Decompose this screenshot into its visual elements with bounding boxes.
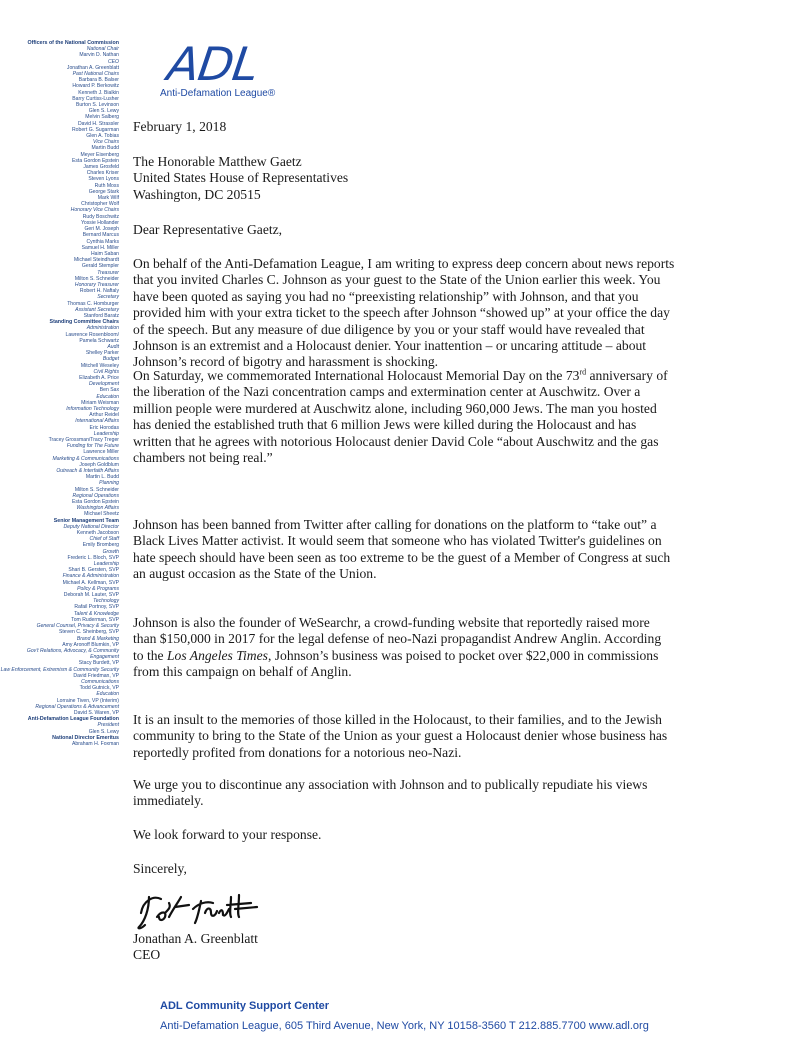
sidebar-role: Law Enforcement, Extremism & Community Security — [0, 666, 119, 673]
sidebar-heading: Officers of the National Commission — [27, 40, 119, 46]
sidebar-role: International Affairs — [75, 418, 119, 425]
text-line: that you invited Charles C. Johnson as your guest to the State of the Union earlier this week. You — [133, 272, 661, 288]
sidebar-role: General Counsel, Privacy & Security — [36, 623, 119, 630]
closing: Sincerely, — [133, 861, 187, 876]
sidebar-role: Chief of Staff — [89, 536, 119, 543]
text-line: Black Lives Matter activist. It would seem that someone who has violated Twitter's guidelines on — [133, 533, 662, 549]
text-line: Johnson’s record of bigotry and harassment is shocking. — [133, 354, 439, 370]
paragraph-5 — [133, 712, 783, 761]
sidebar-person-name: Stanford Baratz — [83, 312, 119, 319]
sidebar-person-name: Cynthia Marks — [86, 238, 119, 245]
sidebar-person-name: Shelley Parker — [85, 350, 119, 357]
sidebar-person-name: Shari B. Gersten, SVP — [68, 567, 119, 574]
letterhead-footer — [160, 1000, 649, 1032]
adl-logo — [160, 37, 300, 106]
sidebar-person-name: Esta Gordon Epstein — [71, 157, 119, 164]
sidebar-person-name: Howard P. Berkowitz — [72, 83, 119, 90]
sidebar-person-name: Esta Gordon Epstein — [71, 499, 119, 506]
publication-title: Los Angeles Times — [166, 647, 268, 663]
sidebar-person-name: Robert H. Naftaly — [79, 288, 119, 295]
sidebar-person-name: Elizabeth A. Price — [79, 374, 119, 381]
salutation: Dear Representative Gaetz, — [133, 222, 283, 237]
paragraph-7: We look forward to your response. — [133, 827, 322, 842]
sidebar-person-name: Kenneth Jacobson — [76, 530, 119, 537]
sidebar-person-name: Lawrence Miller — [83, 449, 119, 456]
sidebar-role: Regional Operations — [72, 492, 119, 499]
sidebar-person-name: Ruth Moss — [94, 182, 119, 189]
text-line: written that he agrees with notorious Holocaust denier David Cole “about Auschwitz and the gas — [133, 433, 659, 449]
text-line: Johnson is also the founder of WeSearchr, a crowd-funding website that reportedly raised more — [133, 615, 650, 630]
sidebar-role: Marketing & Communications — [52, 455, 119, 462]
recipient-address — [133, 154, 348, 203]
text-line: community to bring to the State of the Union as your guest a Holocaust denier whose business has — [133, 728, 668, 744]
paragraph-3 — [133, 517, 783, 583]
sidebar-person-name: Steven C. Sheinberg, SVP — [58, 629, 119, 636]
text-line: On behalf of the Anti-Defamation League, I am writing to express deep concern about news reports — [133, 256, 675, 271]
sidebar-role: Gov't Relations, Advocacy, & Community Engagement — [26, 647, 119, 661]
sidebar-leadership-list — [0, 40, 119, 747]
sidebar-person-name: Mitchell Weseley — [80, 362, 119, 369]
letter-date: February 1, 2018 — [133, 119, 227, 134]
paragraph-4 — [133, 615, 783, 681]
text-line: have been quoted as saying you had no “preexisting relationship” with Johnson, and that you — [133, 288, 639, 304]
sidebar-person-name: Frederic L. Bloch, SVP — [67, 554, 119, 561]
sidebar-person-name: Meyer Eisenberg — [80, 151, 119, 158]
text-line: has denied the established truth that 6 million Jews were killed during the Holocaust and has — [133, 417, 637, 433]
sidebar-heading: Anti-Defamation League Foundation — [27, 716, 119, 723]
sidebar-heading: National Director Emeritus — [52, 734, 119, 741]
sidebar-person-name: Lorraine Tiven, VP (Interim) — [56, 697, 119, 704]
sidebar-role: Growth — [102, 548, 119, 555]
sidebar-person-name: Lawrence Rosenbloom/ — [65, 331, 119, 338]
sidebar-section-officers — [0, 40, 119, 319]
sidebar-role: Vice Chairs — [93, 139, 119, 146]
sidebar-person-name: Michael A. Kellman, SVP — [62, 579, 119, 586]
sidebar-person-name: Kenneth J. Bialkin — [78, 89, 119, 96]
sidebar-role: Honorary Treasurer — [74, 281, 119, 288]
sidebar-role: Assistant Secretary — [75, 306, 119, 313]
sidebar-person-name: Bernard Marcus — [82, 232, 119, 239]
sidebar-role: Treasurer — [97, 269, 119, 276]
text-line: chambers not being real.” — [133, 450, 273, 466]
sidebar-role: Leadership — [93, 430, 119, 437]
sidebar-person-name: Robert G. Sugarman — [72, 126, 119, 133]
text-line: Johnson is an extremist and a Holocaust denier. Your inattention – or uncaring attitude – about — [133, 338, 647, 354]
sidebar-section-emeritus — [0, 735, 119, 747]
sidebar-person-name: Todd Gutnick, VP — [79, 685, 119, 692]
paragraph-6 — [133, 777, 783, 810]
sidebar-role: Regional Operations & Advancement — [35, 703, 119, 710]
text-span: to the — [133, 647, 167, 663]
sidebar-person-name: Ben Sax — [99, 387, 119, 394]
sidebar-person-name: Haim Saban — [90, 250, 119, 257]
text-span: , Johnson’s business was poised to pocket over $22,000 in commissions — [267, 647, 659, 663]
signer-name: Jonathan A. Greenblatt — [133, 931, 258, 946]
sidebar-role: Talent & Knowledge — [73, 610, 119, 617]
text-line — [133, 368, 783, 384]
sidebar-person-name: Jonathan A. Greenblatt — [66, 64, 119, 71]
recipient-line: United States House of Representatives — [133, 170, 349, 186]
sidebar-person-name: Abraham H. Foxman — [72, 740, 119, 747]
sidebar-role: Leadership — [93, 561, 119, 568]
sidebar-person-name: Arthur Reidel — [89, 412, 119, 419]
sidebar-heading: Senior Management Team — [53, 517, 119, 524]
sidebar-role: Technology — [93, 598, 119, 605]
text-line: of the speech. But any measure of due diligence by you or your staff would have revealed that — [133, 321, 645, 337]
sidebar-person-name: Glen S. Lewy — [88, 108, 119, 115]
text-line: immediately. — [133, 793, 204, 809]
sidebar-role: Deputy National Director — [63, 523, 119, 530]
sidebar-person-name: Amy Aronoff Blumkin, VP — [62, 641, 119, 648]
sidebar-person-name: Glen A. Tobias — [86, 133, 119, 140]
text-line: It is an insult to the memories of those killed in the Holocaust, to their families, and to the Jewish — [133, 712, 662, 727]
sidebar-person-name: David H. Strassler — [77, 120, 119, 127]
handwritten-signature — [135, 883, 275, 933]
paragraph-2 — [133, 368, 783, 466]
recipient-line: The Honorable Matthew Gaetz — [133, 154, 302, 169]
sidebar-role: Administration — [86, 325, 119, 332]
footer-title: ADL Community Support Center — [160, 1000, 330, 1012]
sidebar-person-name: Emily Bromberg — [82, 542, 119, 549]
sidebar-role: Brand & Marketing — [76, 635, 119, 642]
sidebar-person-name: Michael Sheetz — [84, 511, 119, 518]
text-line: Johnson has been banned from Twitter after calling for donations on the platform to “take out” a — [133, 517, 657, 532]
sidebar-person-name: Tracey Grossman/Tracy Treger — [48, 437, 119, 443]
sidebar-person-name: Tom Ruderman, SVP — [71, 616, 119, 623]
text-line — [133, 648, 783, 664]
sidebar-role: Education — [96, 691, 119, 698]
sidebar-person-name: Miriam Weisman — [81, 399, 119, 406]
text-line: an august occasion as the State of the Union. — [133, 566, 377, 582]
signer-block — [133, 931, 258, 964]
footer-address: Anti-Defamation League, 605 Third Avenue, New York, NY 10158-3560 T 212.885.7700 www.adl.org — [160, 1020, 649, 1032]
sidebar-role: Honorary Vice Chairs — [70, 207, 119, 214]
sidebar-section-committee — [0, 319, 119, 518]
sidebar-person-name: Michael Steindhardt — [73, 257, 119, 264]
sidebar-person-name: Rafail Portnoy, SVP — [74, 604, 119, 611]
sidebar-person-name: Milton S. Schneider — [74, 275, 119, 282]
signer-title: CEO — [133, 947, 161, 963]
recipient-line: Washington, DC 20515 — [133, 186, 261, 202]
sidebar-role: CEO — [107, 58, 119, 65]
sidebar-role: Information Technology — [66, 405, 119, 412]
sidebar-role: National Chair — [86, 46, 119, 53]
sidebar-person-name: Deborah M. Lauter, SVP — [63, 592, 119, 599]
sidebar-role: Development — [88, 381, 119, 388]
paragraph-1 — [133, 256, 783, 371]
sidebar-role: Education — [96, 393, 119, 400]
sidebar-person-name: Rudy Boschwitz — [82, 213, 119, 220]
logo-mark: ADL — [164, 37, 262, 91]
sidebar-person-name: James Grosfeld — [83, 164, 119, 171]
text-line: the liberation of the Nazi concentration camps and extermination center at Auschwitz. Over a — [133, 384, 641, 400]
sidebar-person-name: Joseph Goldblum — [79, 461, 119, 468]
sidebar-person-name: David Friedman, VP — [73, 672, 119, 679]
sidebar-person-name: Steven Lyons — [88, 176, 119, 183]
sidebar-person-name: Glen S. Lewy — [88, 728, 119, 735]
text-line: hate speech should have been seen as too extreme to be the guest of a Member of Congress at such — [133, 549, 671, 565]
text-line: from this campaign on behalf of Anglin. — [133, 664, 352, 680]
sidebar-role: Secretary — [97, 294, 119, 301]
text-span: anniversary of — [586, 368, 668, 383]
sidebar-person-name: Marvin D. Nathan — [79, 52, 119, 59]
logo-subtitle: Anti-Defamation League® — [160, 88, 276, 99]
sidebar-section-foundation — [0, 716, 119, 735]
sidebar-role: Audit — [107, 343, 119, 350]
sidebar-person-name: Milton S. Schneider — [74, 486, 119, 493]
sidebar-role: Budget — [102, 356, 119, 363]
sidebar-person-name: Melvin Salberg — [85, 114, 119, 121]
sidebar-person-name: Martin L. Budd — [85, 474, 119, 481]
sidebar-role: Washington Affairs — [76, 505, 119, 512]
text-line: We urge you to discontinue any association with Johnson and to publically repudiate his views — [133, 777, 648, 792]
sidebar-role: President — [97, 722, 119, 729]
sidebar-role: Finance & Administration — [62, 573, 119, 580]
text-line: provided him with your extra ticket to the speech after Johnson “showed up” at your office the day — [133, 305, 670, 321]
sidebar-person-name: Pamela Schwartz — [79, 337, 119, 344]
text-line: reportedly profited from donations for a notorious neo-Nazi. — [133, 744, 462, 760]
sidebar-role: Civil Rights — [93, 368, 119, 375]
sidebar-person-name: Burton S. Levinson — [75, 102, 119, 109]
sidebar-person-name: Yossie Hollander — [80, 219, 119, 226]
sidebar-role: Outreach & Interfaith Affairs — [56, 468, 119, 475]
sidebar-section-management — [0, 518, 119, 717]
sidebar-person-name: Christopher Wolf — [81, 201, 119, 208]
sidebar-role: Policy & Programs — [77, 585, 119, 592]
sidebar-role: Funding for The Future — [66, 443, 119, 450]
ordinal-suffix: rd — [579, 367, 587, 377]
sidebar-heading: Standing Committee Chairs — [49, 319, 119, 326]
sidebar-role: Communications — [81, 678, 119, 685]
sidebar-person-name: Mark Wilf — [97, 195, 119, 202]
sidebar-person-name: Samuel H. Miller — [81, 244, 119, 251]
text-line: than $150,000 in 2017 for the legal defense of neo-Nazi propagandist Andrew Anglin. According — [133, 631, 662, 647]
text-span: On Saturday, we commemorated International Holocaust Memorial Day on the 73 — [133, 368, 580, 383]
sidebar-person-name: George Stark — [88, 188, 119, 195]
sidebar-person-name: Gerald Stempler — [81, 263, 119, 270]
sidebar-role: Past National Chairs — [72, 71, 119, 78]
sidebar-person-name: Barbara B. Balser — [78, 77, 119, 84]
sidebar-person-name: Eric Horodas — [89, 424, 119, 431]
sidebar-person-name: Thomas C. Homburger — [67, 300, 119, 307]
sidebar-person-name: David S. Waren, VP — [73, 709, 119, 716]
sidebar-person-name: Barry Curtiss-Lusher — [72, 95, 119, 102]
text-line: million people were murdered at Auschwitz alone, including 960,000 Jews. The man you hosted — [133, 400, 657, 416]
sidebar-person-name: Martin Budd — [91, 145, 119, 152]
sidebar-person-name: Stacy Burdett, VP — [78, 660, 119, 667]
sidebar-person-name: Charles Kriser — [86, 170, 119, 177]
sidebar-person-name: Geri M. Joseph — [84, 226, 119, 233]
sidebar-role: Planning — [99, 480, 119, 487]
